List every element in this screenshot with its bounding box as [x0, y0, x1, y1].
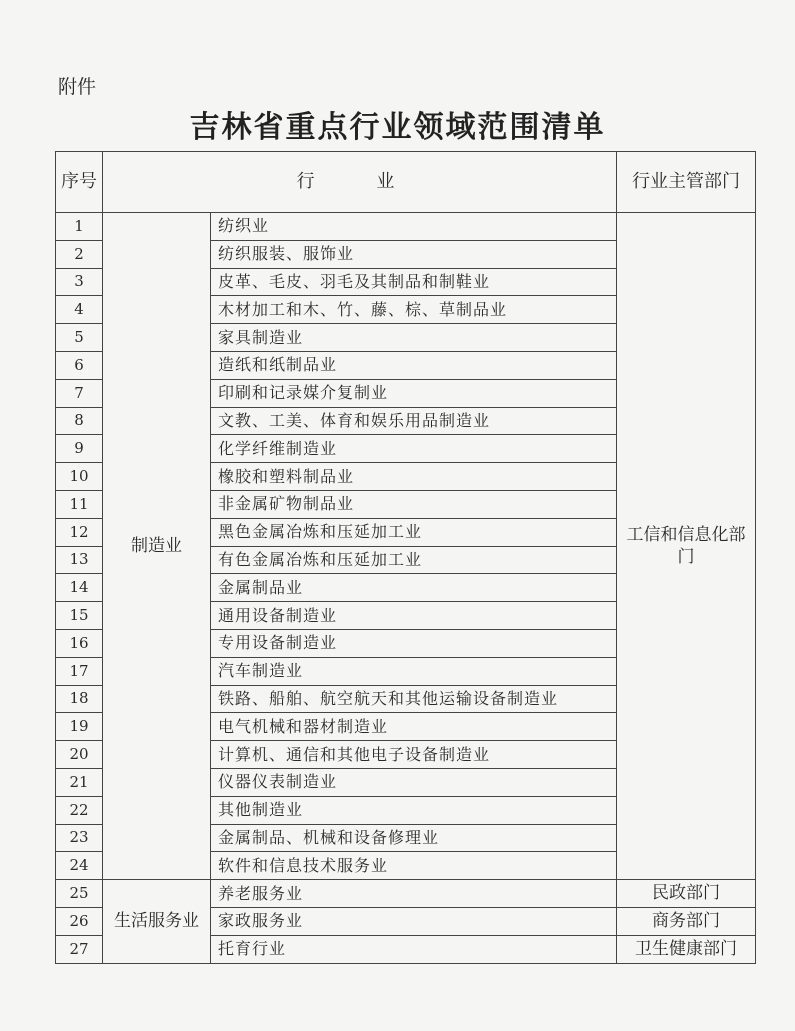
- table-row: [56, 213, 756, 241]
- industry-cell: 计算机、通信和其他电子设备制造业: [211, 741, 617, 769]
- table-header-row: [56, 152, 756, 213]
- row-number: 19: [56, 713, 103, 741]
- header-number: 序号: [56, 152, 103, 213]
- department-cell: 民政部门: [617, 880, 756, 908]
- header-industry: 行 业: [103, 152, 617, 213]
- row-number: 23: [56, 824, 103, 852]
- industry-cell: 软件和信息技术服务业: [211, 852, 617, 880]
- industry-cell: 有色金属冶炼和压延加工业: [211, 546, 617, 574]
- industry-cell: 文教、工美、体育和娱乐用品制造业: [211, 407, 617, 435]
- department-cell: 工信和信息化部门: [617, 213, 756, 880]
- industry-cell: 其他制造业: [211, 796, 617, 824]
- industry-cell: 纺织服装、服饰业: [211, 240, 617, 268]
- industry-cell: 非金属矿物制品业: [211, 490, 617, 518]
- industry-cell: 金属制品业: [211, 574, 617, 602]
- row-number: 21: [56, 768, 103, 796]
- row-number: 15: [56, 602, 103, 630]
- row-number: 2: [56, 240, 103, 268]
- department-cell: 商务部门: [617, 907, 756, 935]
- row-number: 13: [56, 546, 103, 574]
- industry-cell: 家具制造业: [211, 324, 617, 352]
- category-cell: 制造业: [103, 213, 211, 880]
- table-body: [56, 213, 756, 964]
- row-number: 9: [56, 435, 103, 463]
- industry-cell: 电气机械和器材制造业: [211, 713, 617, 741]
- row-number: 10: [56, 463, 103, 491]
- industry-cell: 汽车制造业: [211, 657, 617, 685]
- industry-cell: 托育行业: [211, 935, 617, 963]
- industry-cell: 橡胶和塑料制品业: [211, 463, 617, 491]
- industry-cell: 通用设备制造业: [211, 602, 617, 630]
- row-number: 1: [56, 213, 103, 241]
- industry-cell: 专用设备制造业: [211, 629, 617, 657]
- row-number: 5: [56, 324, 103, 352]
- row-number: 16: [56, 629, 103, 657]
- industry-cell: 皮革、毛皮、羽毛及其制品和制鞋业: [211, 268, 617, 296]
- industry-cell: 造纸和纸制品业: [211, 351, 617, 379]
- row-number: 8: [56, 407, 103, 435]
- industry-cell: 黑色金属冶炼和压延加工业: [211, 518, 617, 546]
- industry-cell: 化学纤维制造业: [211, 435, 617, 463]
- row-number: 6: [56, 351, 103, 379]
- attachment-label: 附件: [58, 76, 97, 98]
- row-number: 22: [56, 796, 103, 824]
- row-number: 27: [56, 935, 103, 963]
- industry-table: [55, 151, 756, 964]
- industry-cell: 金属制品、机械和设备修理业: [211, 824, 617, 852]
- industry-cell: 养老服务业: [211, 880, 617, 908]
- row-number: 12: [56, 518, 103, 546]
- header-department: 行业主管部门: [617, 152, 756, 213]
- category-cell: 生活服务业: [103, 880, 211, 963]
- row-number: 18: [56, 685, 103, 713]
- row-number: 3: [56, 268, 103, 296]
- row-number: 7: [56, 379, 103, 407]
- industry-cell: 印刷和记录媒介复制业: [211, 379, 617, 407]
- row-number: 4: [56, 296, 103, 324]
- table-row: [56, 880, 756, 908]
- industry-cell: 仪器仪表制造业: [211, 768, 617, 796]
- row-number: 17: [56, 657, 103, 685]
- row-number: 25: [56, 880, 103, 908]
- industry-cell: 纺织业: [211, 213, 617, 241]
- industry-cell: 铁路、船舶、航空航天和其他运输设备制造业: [211, 685, 617, 713]
- industry-cell: 家政服务业: [211, 907, 617, 935]
- industry-cell: 木材加工和木、竹、藤、棕、草制品业: [211, 296, 617, 324]
- row-number: 24: [56, 852, 103, 880]
- department-cell: 卫生健康部门: [617, 935, 756, 963]
- row-number: 20: [56, 741, 103, 769]
- row-number: 26: [56, 907, 103, 935]
- row-number: 14: [56, 574, 103, 602]
- row-number: 11: [56, 490, 103, 518]
- page-title: 吉林省重点行业领域范围清单: [189, 110, 606, 145]
